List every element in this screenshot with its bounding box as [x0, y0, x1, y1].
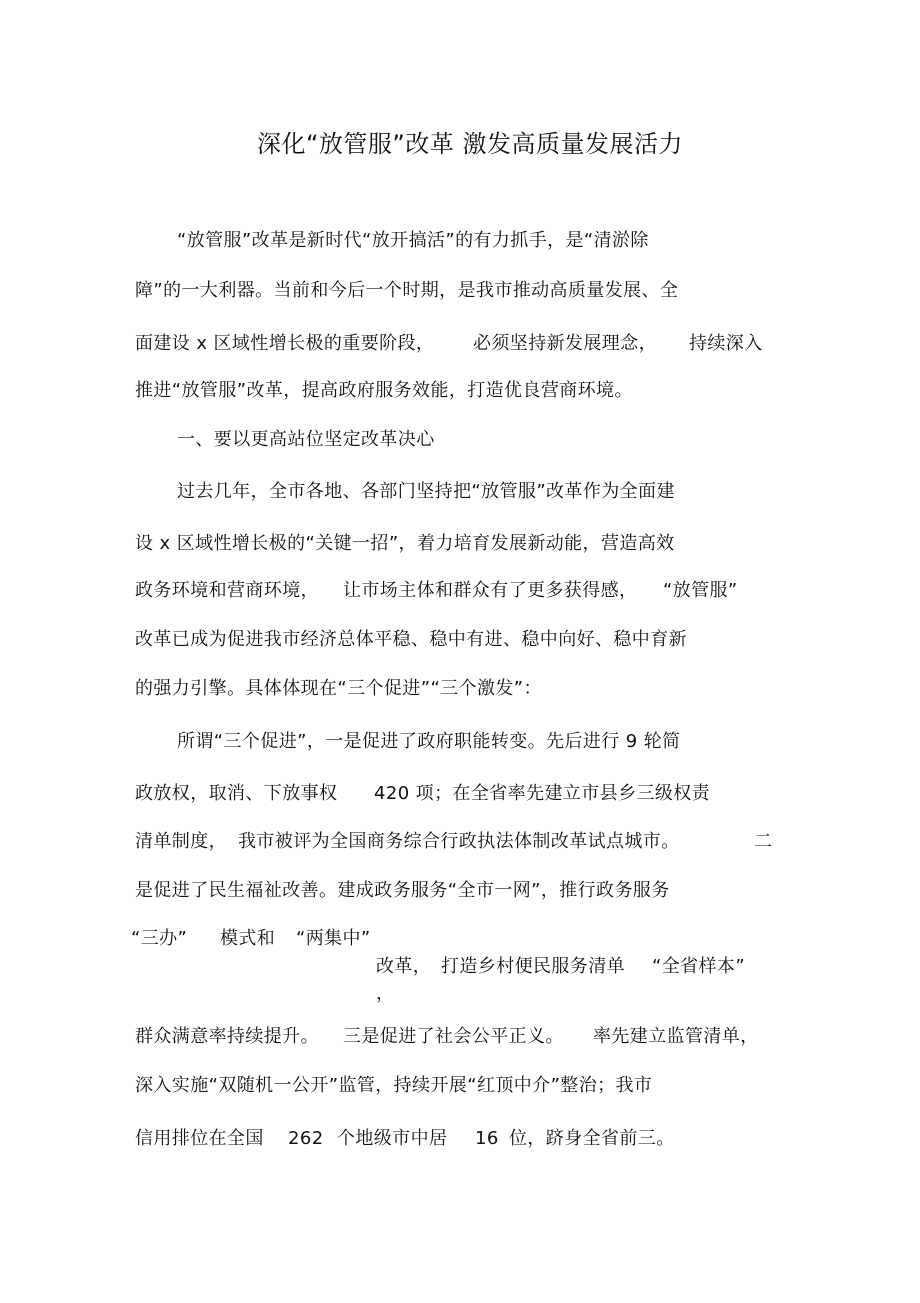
text-line: 我市被评为全国商务综合行政执法体制改革试点城市。	[238, 831, 680, 852]
text-line: 的强力引擎。具体体现在“三个促进”“三个激发”：	[135, 678, 542, 699]
text-line: 420 项；在全省率先建立市县乡三级权责	[374, 783, 711, 804]
text-line: “放管服”改革是新时代“放开搞活”的有力抓手，是“清淤除	[177, 230, 649, 251]
text-line: “两集中”	[296, 928, 371, 949]
text-line: 持续深入	[689, 333, 763, 354]
text-line: 改革，	[376, 956, 432, 977]
text-line: 深入实施“双随机一公开”监管，持续开展“红顶中介”整治；我市	[135, 1075, 653, 1096]
text-line: 设 x 区域性增长极的“关键一招”，着力培育发展新动能，营造高效	[135, 533, 675, 554]
text-line: 政放权，取消、下放事权	[135, 783, 338, 804]
text-line: “全省样本”	[652, 956, 746, 977]
text-line: 群众满意率持续提升。	[135, 1026, 319, 1047]
text-line: ，	[376, 983, 395, 1004]
text-line: 位，跻身全省前三。	[509, 1128, 675, 1149]
document-title: 深化“放管服”改革 激发高质量发展活力	[257, 130, 683, 158]
text-line: 是促进了民生福祉改善。建成政务服务“全市一网”，推行政务服务	[135, 880, 670, 901]
text-line: 二	[754, 831, 773, 852]
text-line: 改革已成为促进我市经济总体平稳、稳中有进、稳中向好、稳中育新	[135, 629, 687, 650]
text-line: 打造乡村便民服务清单	[441, 956, 625, 977]
text-line: 三是促进了社会公平正义。	[343, 1026, 564, 1047]
text-line: 清单制度，	[135, 831, 227, 852]
text-line: 16	[475, 1128, 499, 1149]
text-line: 政务环境和营商环境，	[135, 580, 319, 601]
text-line: 过去几年，全市各地、各部门坚持把“放管服”改革作为全面建	[177, 481, 675, 502]
text-line: 所谓“三个促进”，一是促进了政府职能转变。先后进行 9 轮简	[177, 731, 681, 752]
text-line: 率先建立监管清单，	[593, 1026, 759, 1047]
text-line: 推进“放管服”改革，提高政府服务效能，打造优良营商环境。	[135, 380, 633, 401]
section-heading: 一、要以更高站位坚定改革决心	[177, 429, 435, 450]
text-line: 让市场主体和群众有了更多获得感，	[343, 580, 638, 601]
text-line: “三办”	[131, 928, 188, 949]
text-line: 个地级市中居	[337, 1128, 448, 1149]
text-line: 必须坚持新发展理念，	[473, 333, 657, 354]
text-line: 面建设 x 区域性增长极的重要阶段，	[135, 333, 435, 354]
text-line: 障”的一大利器。当前和今后一个时期，是我市推动高质量发展、全	[135, 280, 679, 301]
text-line: 模式和	[220, 928, 276, 949]
text-line: 信用排位在全国	[135, 1128, 264, 1149]
text-line: “放管服”	[663, 580, 738, 601]
text-line: 262	[288, 1128, 324, 1149]
